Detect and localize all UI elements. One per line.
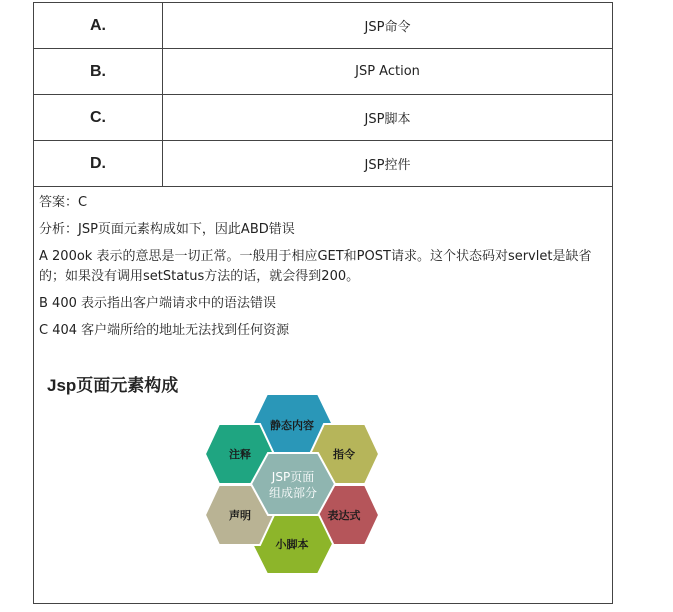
option-text: JSP控件 <box>163 141 613 187</box>
option-text: JSP Action <box>163 49 613 95</box>
jsp-elements-diagram <box>202 391 382 577</box>
answer-line: 答案：C <box>39 195 88 210</box>
explanation-b: B 400 表示指出客户端请求中的语法错误 <box>39 296 276 311</box>
option-letter: B. <box>34 49 163 95</box>
option-text: JSP脚本 <box>163 95 613 141</box>
hex-label-upper-right: 指令 <box>333 448 355 461</box>
option-letter: A. <box>34 3 163 49</box>
hex-label-bottom: 小脚本 <box>275 538 309 551</box>
option-text: JSP命令 <box>163 3 613 49</box>
option-row[interactable] <box>34 49 612 95</box>
option-row[interactable] <box>34 3 612 49</box>
option-letter: C. <box>34 95 163 141</box>
hex-center-line2: 组成部分 <box>268 486 318 500</box>
question-frame <box>33 2 613 604</box>
hex-label-lower-right: 表达式 <box>327 509 361 522</box>
analysis-line: 分析：JSP页面元素构成如下，因此ABD错误 <box>39 222 295 237</box>
figure-title: Jsp页面元素构成 <box>47 376 179 395</box>
option-row[interactable] <box>34 141 612 187</box>
option-letter: D. <box>34 141 163 187</box>
hex-label-upper-left: 注释 <box>229 448 251 461</box>
hex-label-top: 静态内容 <box>270 419 314 432</box>
hex-center-line1: JSP页面 <box>271 470 315 484</box>
hex-label-lower-left: 声明 <box>229 509 251 522</box>
explanation-block <box>34 187 612 341</box>
explanation-a: A 200ok 表示的意思是一切正常。一般用于相应GET和POST请求。这个状态码对servlet是缺省的；如果没有调用setStatus方法的话，就会得到200。 <box>39 249 592 284</box>
options-table <box>34 3 612 187</box>
hex-center <box>251 453 335 515</box>
option-row[interactable] <box>34 95 612 141</box>
explanation-c: C 404 客户端所给的地址无法找到任何资源 <box>39 323 290 338</box>
